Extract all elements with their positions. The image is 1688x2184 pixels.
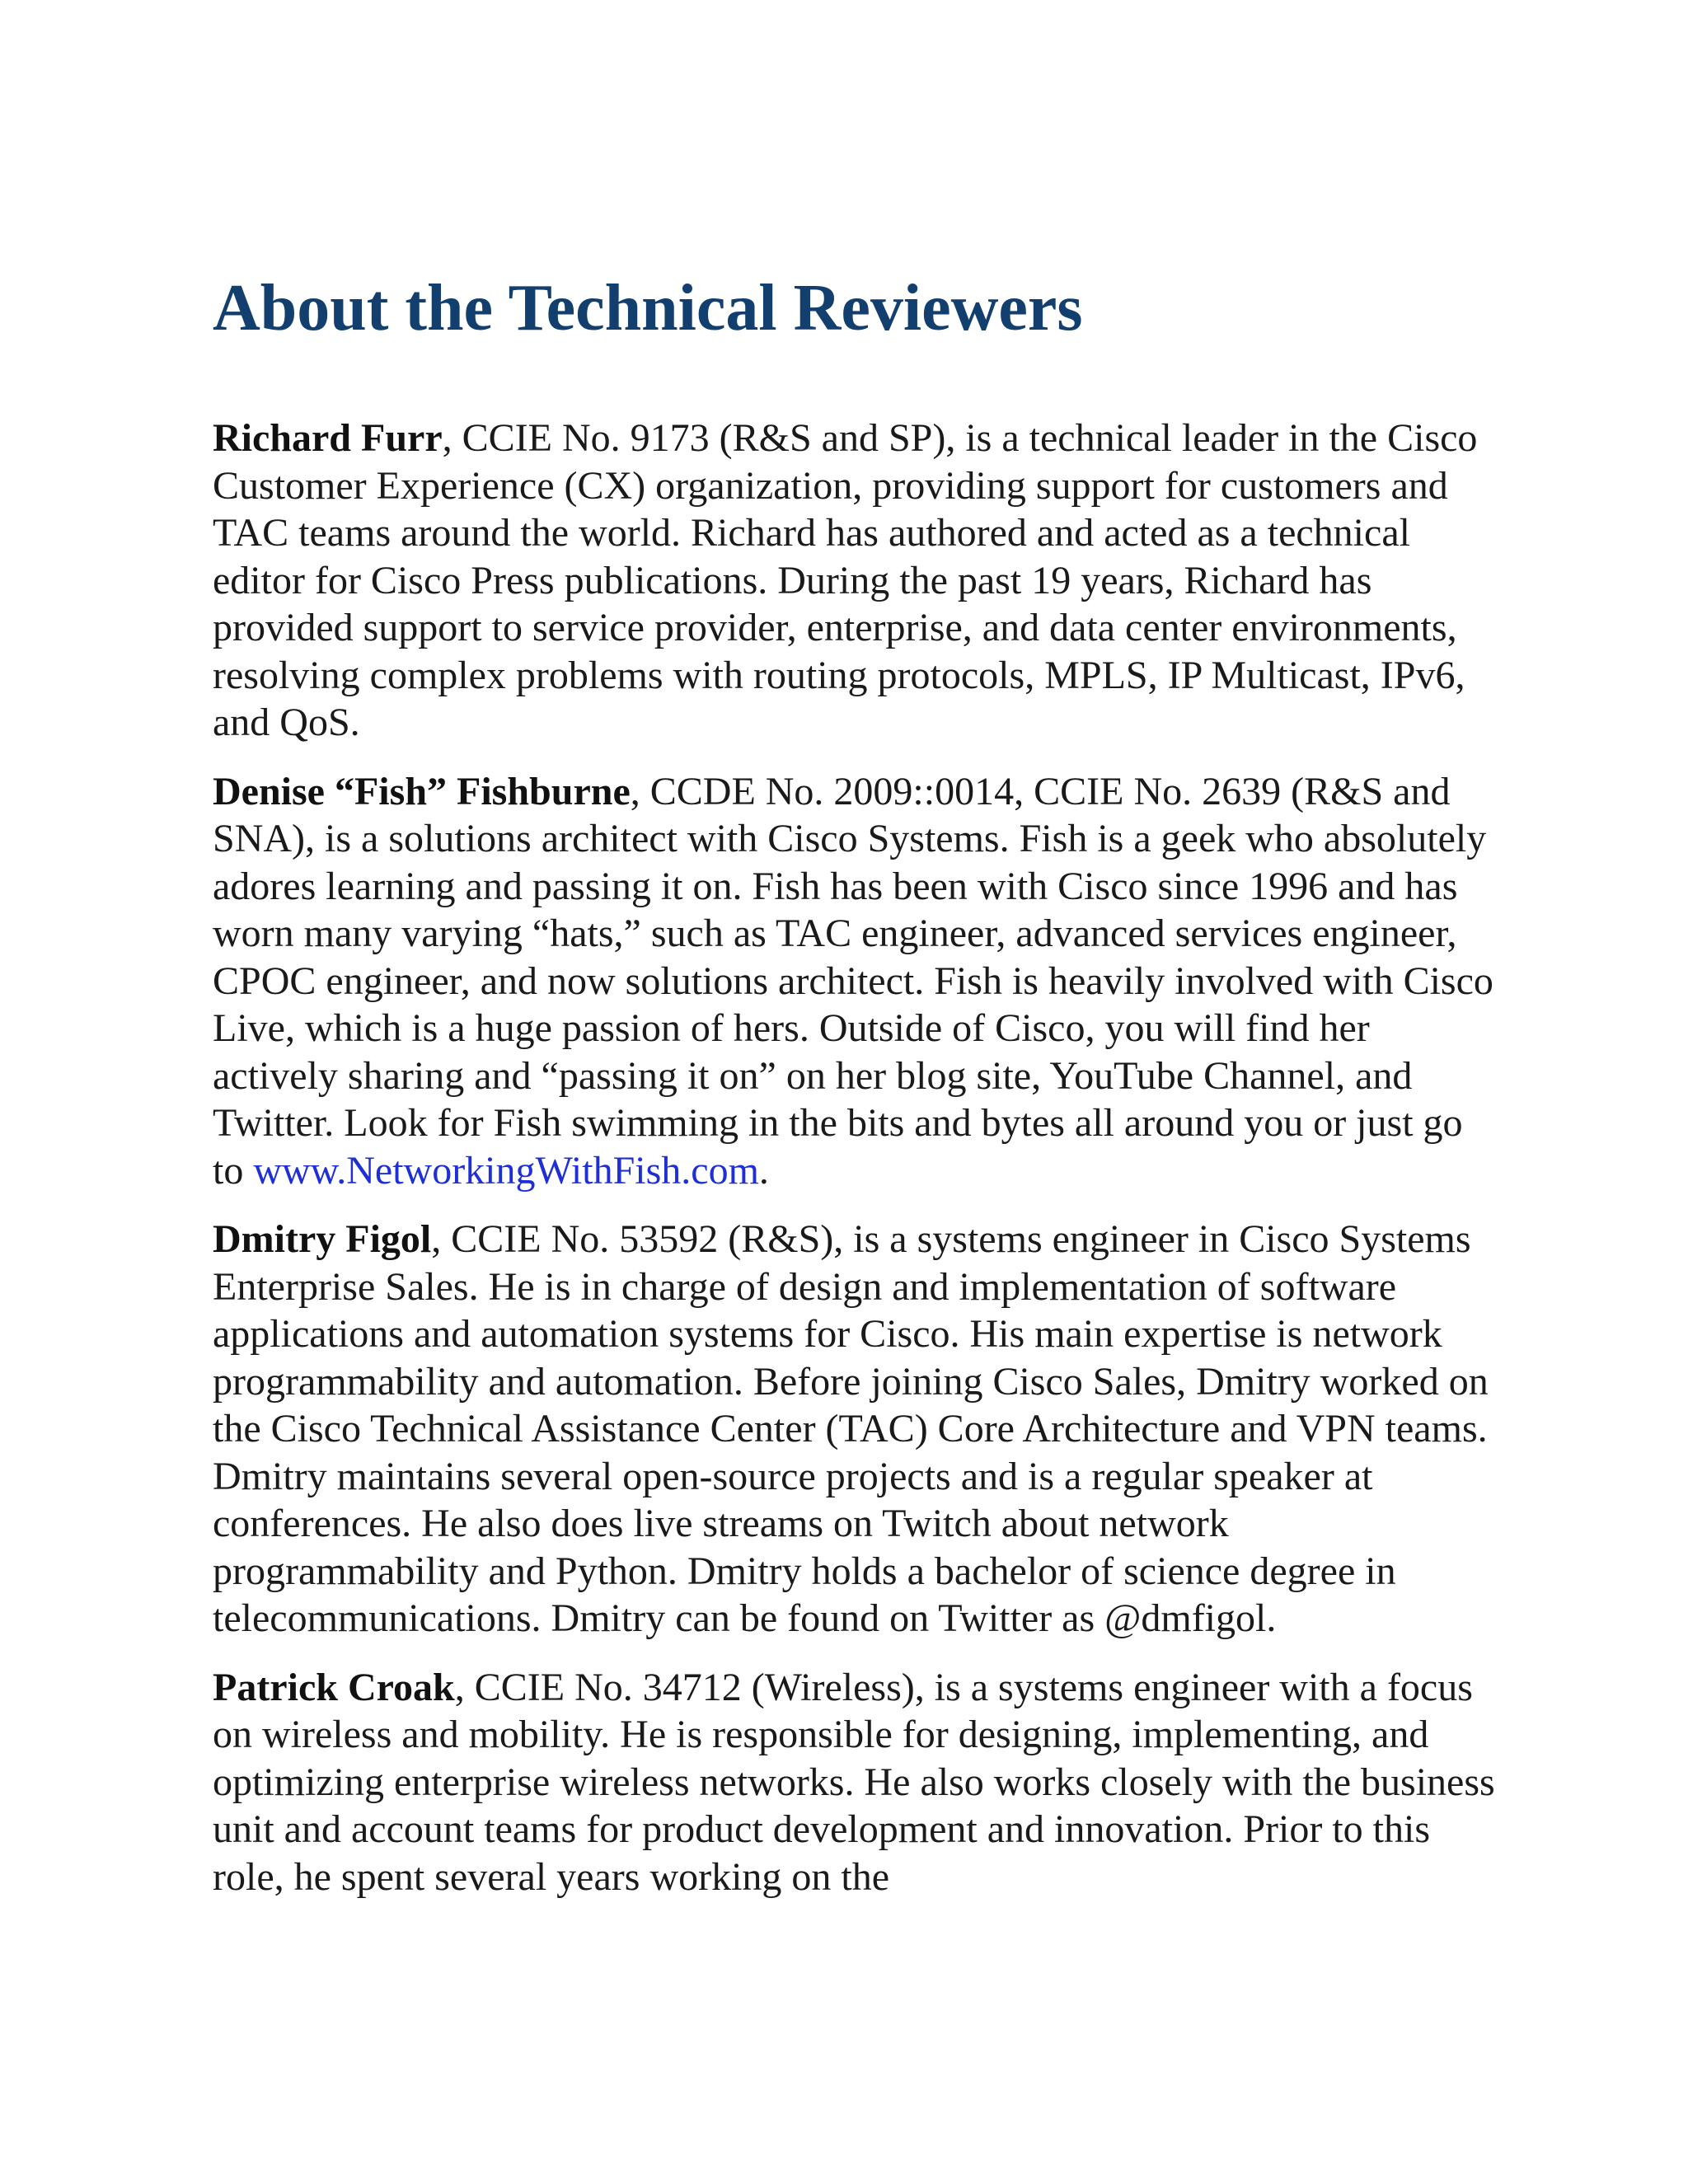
reviewer-text-end: . <box>758 1148 769 1193</box>
reviewer-text: , CCIE No. 53592 (R&S), is a systems engineer in Cisco Systems Enterprise Sales. He is in charge of design and implementation of software applications and automation systems for Cisco. His main expertise is network programmability and automation. Before joining Cisco Sales, Dmitry worked on the Cisco Technical Assistance Center (TAC) Core Architecture and VPN teams. Dmitry maintains several open-source projects and is a regular speaker at conferences. He also does live streams on Twitch about network programmability and Python. Dmitry holds a bachelor of science degree in telecommunications. Dmitry can be found on Twitter as @dmfigol. <box>213 1217 1489 1640</box>
reviewer-name: Denise “Fish” Fishburne <box>213 769 631 813</box>
reviewer-bios <box>213 415 1498 1922</box>
reviewer-bio-richard-furr <box>213 415 1498 747</box>
reviewer-text: , CCDE No. 2009::0014, CCIE No. 2639 (R&S and SNA), is a solutions architect with Cisco Systems. Fish is a geek who absolutely adores learning and passing it on. Fish has been with Cisco since 1996 and has worn many varying “hats,” such as TAC engineer, advanced services engineer, CPOC engineer, and now solutions architect. Fish is heavily involved with Cisco Live, which is a huge passion of hers. Outside of Cisco, you will find her actively sharing and “passing it on” on her blog site, YouTube Channel, and Twitter. Look for Fish swimming in the bits and bytes all around you or just go to <box>213 769 1493 1193</box>
reviewer-bio-denise-fishburne <box>213 768 1498 1195</box>
reviewer-text: , CCIE No. 9173 (R&S and SP), is a technical leader in the Cisco Customer Experience (CX) organization, providing support for customers and TAC teams around the world. Richard has authored and acted as a technical editor for Cisco Press publications. During the past 19 years, Richard has provided support to service provider, enterprise, and data center environments, resolving complex problems with routing protocols, MPLS, IP Multicast, IPv6, and QoS. <box>213 416 1478 744</box>
reviewer-name: Richard Furr <box>213 416 443 460</box>
reviewer-name: Patrick Croak <box>213 1665 455 1709</box>
reviewer-text: , CCIE No. 34712 (Wireless), is a systems engineer with a focus on wireless and mobility. He is responsible for designing, implementing, and optimizing enterprise wireless networks. He also works closely with the business unit and account teams for product development and innovation. Prior to this role, he spent several years working on the <box>213 1665 1495 1899</box>
page-title: About the Technical Reviewers <box>213 272 1083 344</box>
reviewer-bio-patrick-croak <box>213 1664 1498 1901</box>
reviewer-name: Dmitry Figol <box>213 1217 432 1261</box>
reviewer-bio-dmitry-figol <box>213 1216 1498 1643</box>
networking-with-fish-link[interactable]: www.NetworkingWithFish.com <box>253 1148 759 1193</box>
